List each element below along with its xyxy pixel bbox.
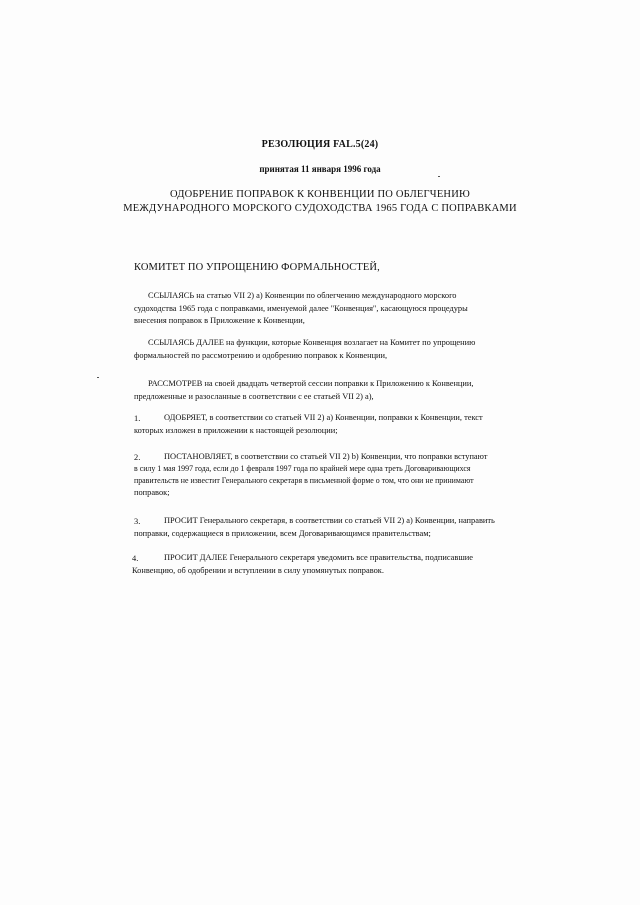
operative-number: 2. xyxy=(134,453,141,462)
resolution-heading-line1: ОДОБРЕНИЕ ПОПРАВОК К КОНВЕНЦИИ ПО ОБЛЕГЧЕНИЮ xyxy=(170,189,470,200)
operative-line: ПОСТАНОВЛЯЕТ, в соответствии со статьей VII 2) b) Конвенции, что поправки вступают xyxy=(164,452,488,461)
scan-speck xyxy=(438,176,440,177)
resolution-title: РЕЗОЛЮЦИЯ FAL.5(24) xyxy=(261,139,379,150)
preamble-line: ССЫЛАЯСЬ ДАЛЕЕ на функции, которые Конвенция возлагает на Комитет по упрощению xyxy=(148,338,476,347)
operative-line: в силу 1 мая 1997 года, если до 1 февраля 1997 года по крайней мере одна треть Договаривающихся xyxy=(134,464,471,473)
adoption-date: принятая 11 января 1996 года xyxy=(259,164,381,174)
scan-speck xyxy=(97,377,99,378)
preamble-line: внесения поправок в Приложение к Конвенции, xyxy=(134,316,305,325)
operative-number: 4. xyxy=(132,554,139,563)
operative-line: ОДОБРЯЕТ, в соответствии со статьей VII 2) а) Конвенции, поправки к Конвенции, текст xyxy=(164,413,483,422)
operative-line: которых изложен в приложении к настоящей резолюции; xyxy=(134,426,338,435)
operative-number: 1. xyxy=(134,414,141,423)
preamble-line: формальностей по рассмотрению и одобрению поправок к Конвенции, xyxy=(134,351,388,360)
preamble-line: РАССМОТРЕВ на своей двадцать четвертой сессии поправки к Приложению к Конвенции, xyxy=(148,379,474,388)
preamble-line: судоходства 1965 года с поправками, именуемой далее "Конвенция", касающуюся процедуры xyxy=(134,304,468,313)
operative-line: поправки, содержащиеся в приложении, всем Договаривающимся правительствам; xyxy=(134,529,431,538)
resolution-heading-line2: МЕЖДУНАРОДНОГО МОРСКОГО СУДОХОДСТВА 1965 ГОДА С ПОПРАВКАМИ xyxy=(123,203,517,214)
committee-name: КОМИТЕТ ПО УПРОЩЕНИЮ ФОРМАЛЬНОСТЕЙ, xyxy=(134,262,380,273)
preamble-line: ССЫЛАЯСЬ на статью VII 2) а) Конвенции по облегчению международного морского xyxy=(148,291,457,300)
preamble-line: предложенные и разосланные в соответствии с ее статьей VII 2) а), xyxy=(134,392,374,401)
operative-line: ПРОСИТ Генерального секретаря, в соответствии со статьей VII 2) а) Конвенции, направить xyxy=(164,516,495,525)
operative-line: поправок; xyxy=(134,488,170,497)
operative-line: Конвенцию, об одобрении и вступлении в силу упомянутых поправок. xyxy=(132,566,384,575)
operative-line: ПРОСИТ ДАЛЕЕ Генерального секретаря уведомить все правительства, подписавшие xyxy=(164,553,473,562)
operative-line: правительств не известит Генерального секретаря в письменной форме о том, что они не принимают xyxy=(134,476,474,485)
operative-number: 3. xyxy=(134,517,141,526)
